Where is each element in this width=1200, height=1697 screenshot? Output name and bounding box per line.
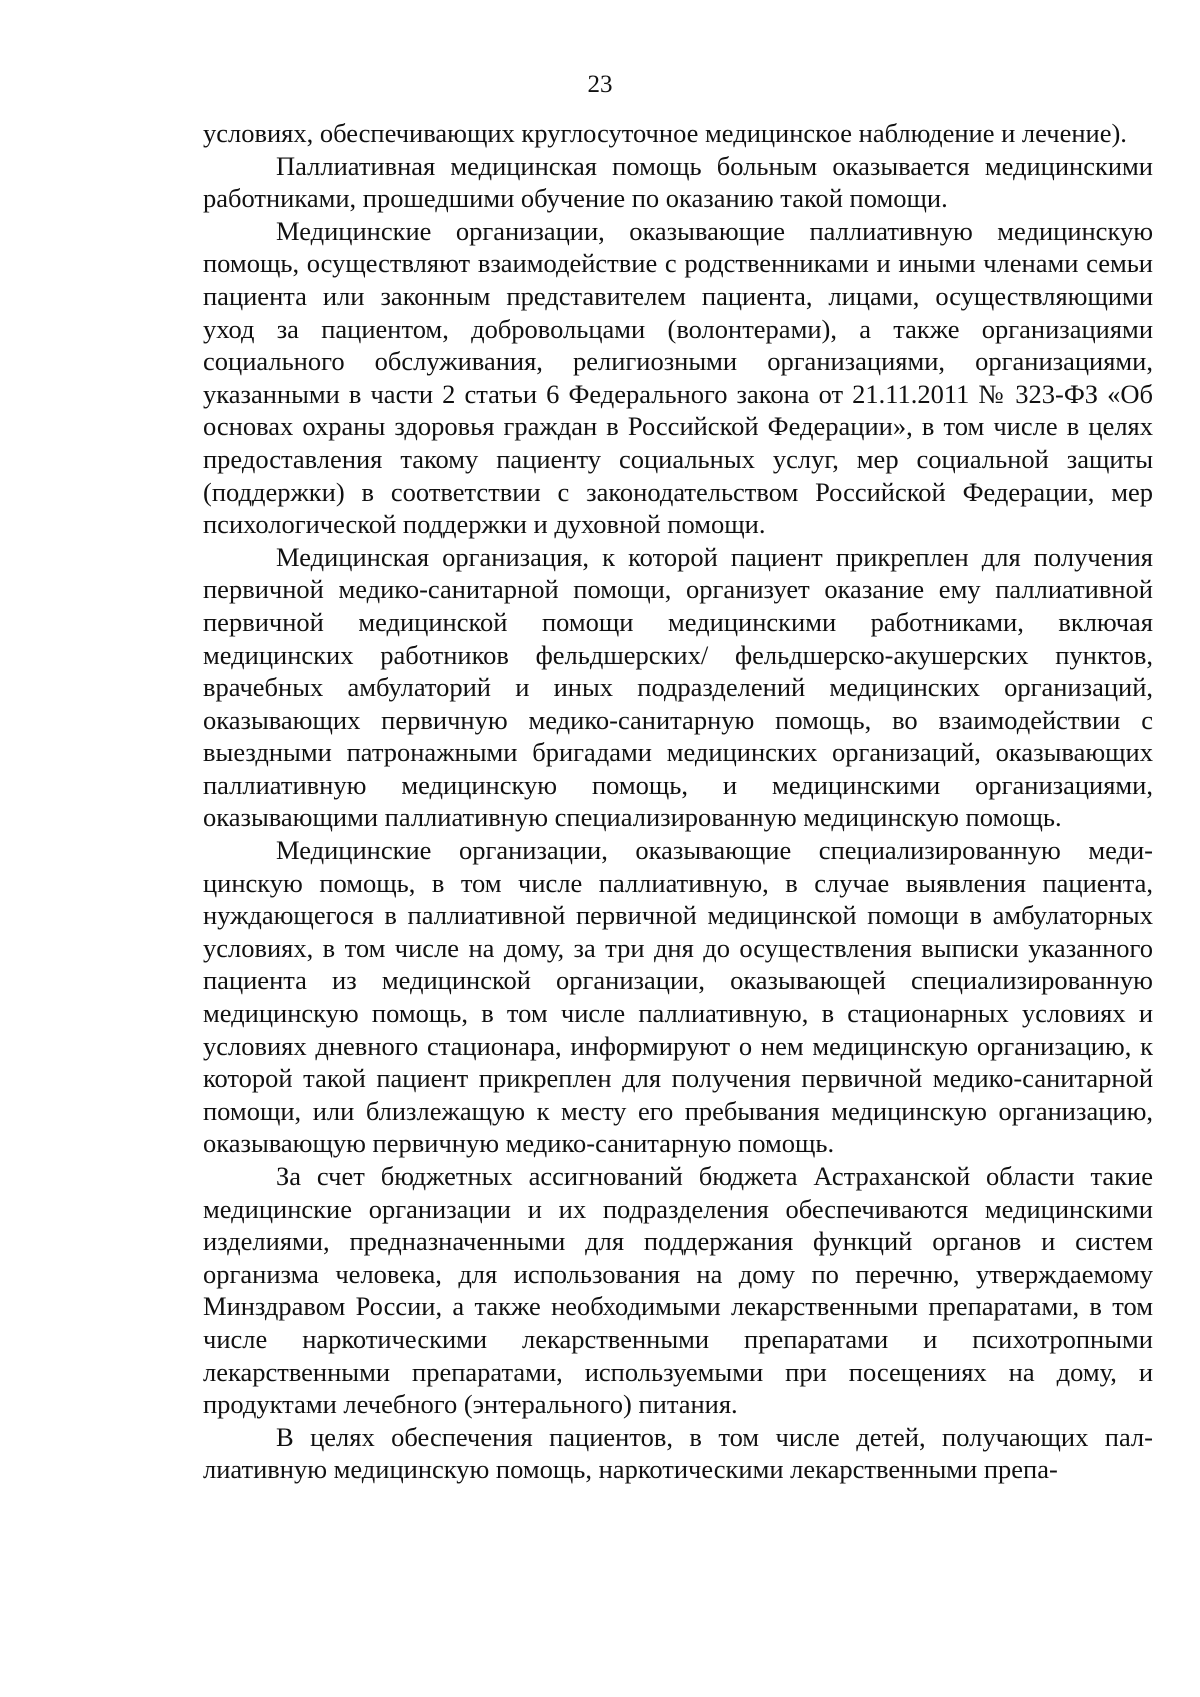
paragraph-3: Медицинские организации, оказывающие паллиативную медицинскую помощь, осуществляют взаимодействие с родственниками и иными членами семьи пациента или законным представителем пациента, лицами, осуществляющими уход за пациентом, добровольцами (волонтерами), а также организациями социального обслуживания, религиозными организациями, организациями, указанными в части 2 статьи 6 Федерального закона от 21.11.2011 № 323-ФЗ «Об основах охраны здоровья граждан в Российской Федерации», в том числе в целях предоставления такому пациенту социальных услуг, мер социальной защиты (поддержки) в соответствии с законодательством Российской Федерации, мер психологической поддержки и духовной помощи. (203, 215, 1153, 540)
paragraph-1: условиях, обеспечивающих круглосуточное медицинское наблюдение и лечение). (203, 118, 1127, 148)
paragraph-6: За счет бюджетных ассигнований бюджета Астраханской области такие медицинские организации и их подразделения обеспечиваются медицинскими изделиями, предназначенными для поддержания функций органов и систем организма человека, для использования на дому по перечню, утверждаемому Минздравом России, а также необходимыми лекарственными препаратами, в том числе наркотическими лекарственными препаратами и психотропными лекарственными препаратами, используемыми при посещениях на дому, и продуктами лечебного (энтерального) питания. (203, 1161, 1153, 1420)
page-number: 23 (587, 71, 613, 98)
paragraph-2: Паллиативная медицинская помощь больным оказывается медицинскими работниками, прошедшими обучение по оказанию такой помощи. (203, 150, 1153, 214)
paragraph-5: Медицинские организации, оказывающие специализированную медицинскую помощь, в том числе паллиативную, в случае выявления пациента, нуждающегося в паллиативной первичной медицинской помощи в амбулаторных условиях, в том числе на дому, за три дня до осуществления выписки указанного пациента из медицинской организации, оказывающей специализированную медицинскую помощь, в том числе паллиативную, в стационарных условиях и условиях дневного стационара, информируют о нем медицинскую организацию, к которой такой пациент прикреплен для получения первичной медико-санитарной помощи, или близлежащую к месту его пребывания медицинскую организацию, оказывающую первичную медико-санитарную помощь. (203, 835, 1153, 1159)
paragraph-4: Медицинская организация, к которой пациент прикреплен для получения первичной медико-санитарной помощи, организует оказание ему паллиативной первичной медицинской помощи медицинскими работниками, включая медицинских работников фельдшерских/ фельдшерско-акушерских пунктов, врачебных амбулаторий и иных подразделений медицинских организаций, оказывающих первичную медико-санитарную помощь, во взаимодействии с выездными патронажными бригадами медицинских организаций, оказывающих паллиативную медицинскую помощь, и медицинскими организациями, оказывающими паллиативную специализированную медицинскую помощь. (203, 541, 1153, 833)
document-body (203, 117, 1153, 1486)
paragraph-7: В целях обеспечения пациентов, в том числе детей, получающих паллиативную медицинскую помощь, наркотическими лекарственными препа- (203, 1421, 1153, 1485)
